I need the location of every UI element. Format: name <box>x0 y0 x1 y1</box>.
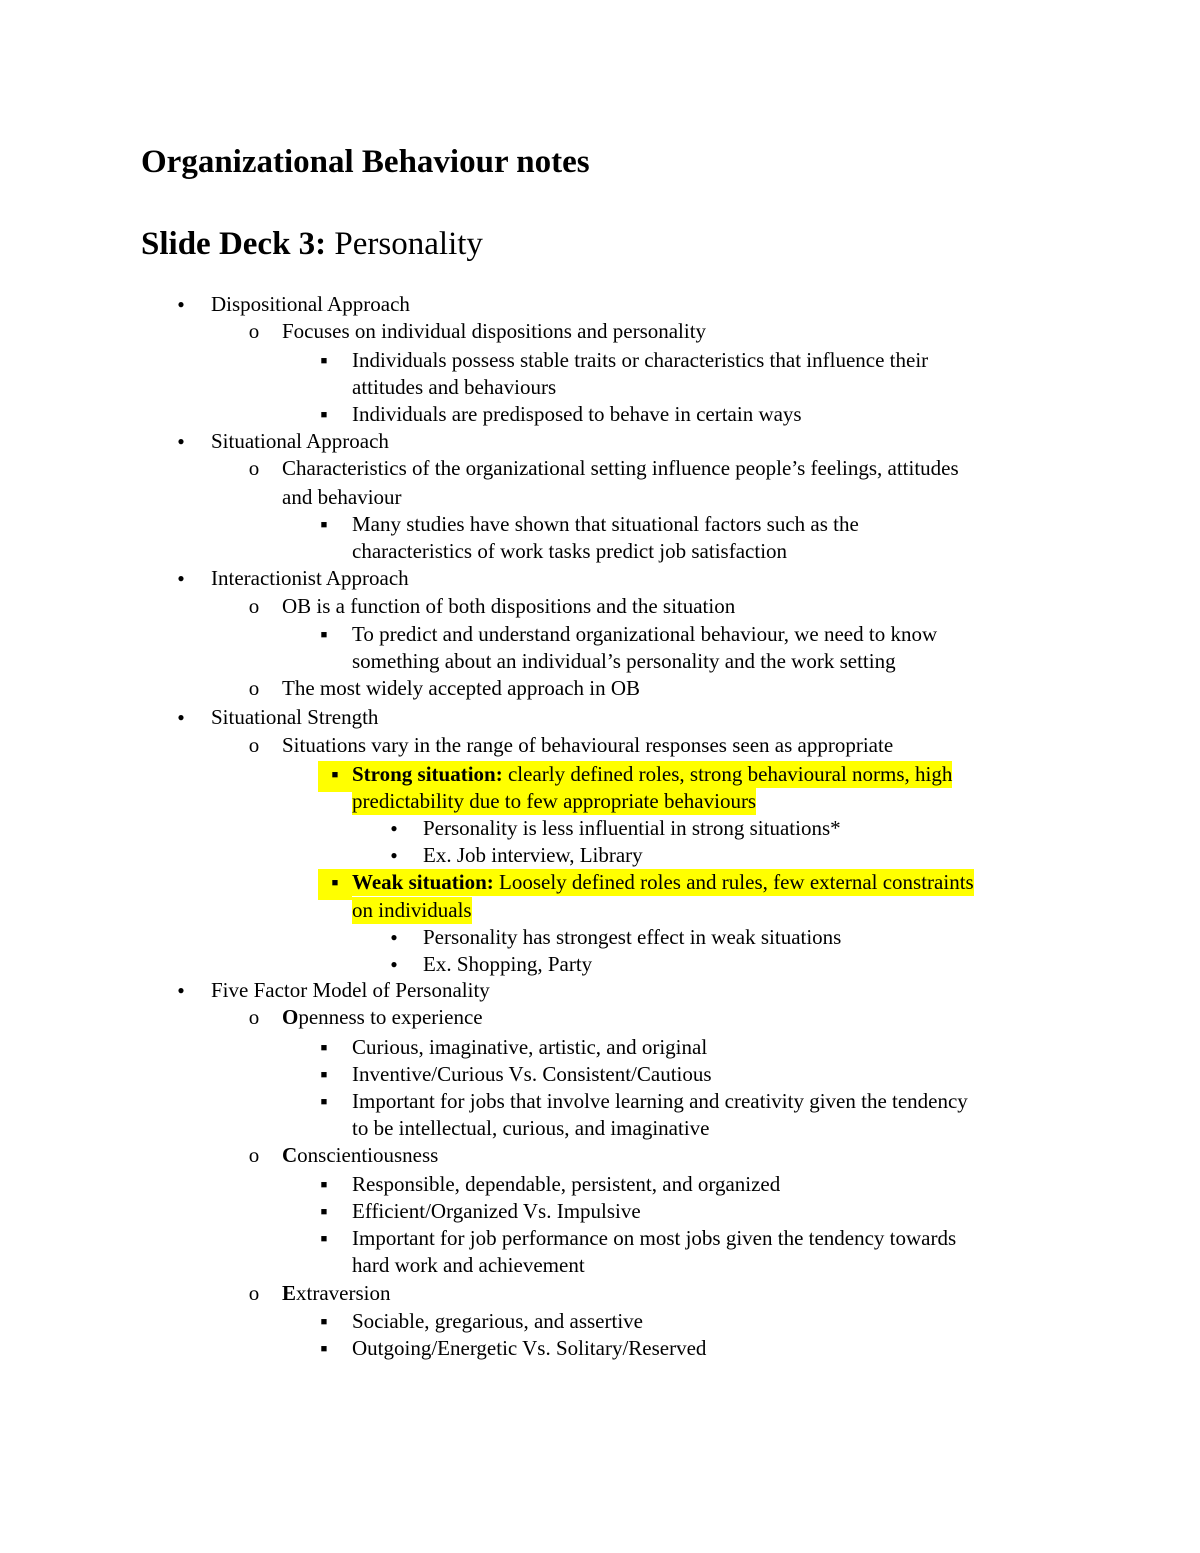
square-bullet-icon <box>314 511 334 542</box>
list-item: Efficient/Organized Vs. Impulsive <box>352 1199 641 1223</box>
list-item: Personality is less influential in strong situations* <box>423 816 841 840</box>
bullet-icon <box>384 842 404 872</box>
list-item: Situational Strength <box>211 705 379 729</box>
list-item: Many studies have shown that situational factors such as the <box>352 512 859 536</box>
term-label: Weak situation: <box>352 870 494 894</box>
document-title: Organizational Behaviour notes <box>141 144 590 180</box>
list-item: Sociable, gregarious, and assertive <box>352 1309 643 1333</box>
list-item: Important for jobs that involve learning and creativity given the tendency <box>352 1089 968 1113</box>
list-item: Characteristics of the organizational setting influence people’s feelings, attitudes <box>282 456 959 480</box>
list-item: Individuals possess stable traits or characteristics that influence their <box>352 348 929 372</box>
list-item: Situational Approach <box>211 429 389 453</box>
list-item-continued: something about an individual’s personality and the work setting <box>352 649 896 673</box>
bullet-icon <box>171 704 191 734</box>
list-item: Curious, imaginative, artistic, and original <box>352 1035 708 1059</box>
circle-bullet-icon <box>244 1280 264 1307</box>
square-bullet-icon <box>314 1088 334 1119</box>
highlighted-list-item: Strong situation: clearly defined roles, strong behavioural norms, high <box>352 762 953 786</box>
square-bullet-icon <box>318 869 352 900</box>
list-item: The most widely accepted approach in OB <box>282 676 641 700</box>
list-item-continued: characteristics of work tasks predict job satisfaction <box>352 539 788 563</box>
list-item-continued: hard work and achievement <box>352 1253 585 1277</box>
square-bullet-icon <box>314 347 334 378</box>
list-item-continued: to be intellectual, curious, and imaginative <box>352 1116 710 1140</box>
highlighted-list-item: Weak situation: Loosely defined roles and rules, few external constraints <box>352 870 974 894</box>
list-item: Important for job performance on most jobs given the tendency towards <box>352 1226 957 1250</box>
square-bullet-icon <box>314 1335 334 1366</box>
highlighted-list-item-continued: predictability due to few appropriate behaviours <box>352 789 757 813</box>
circle-bullet-icon <box>244 1142 264 1169</box>
highlighted-list-item-continued: on individuals <box>352 898 472 922</box>
circle-bullet-icon <box>244 675 264 702</box>
square-bullet-icon <box>314 621 334 652</box>
bullet-icon <box>171 565 191 595</box>
section-heading <box>141 223 483 265</box>
list-item: Conscientiousness <box>282 1143 439 1167</box>
section-topic: Personality <box>334 226 483 262</box>
list-item: Interactionist Approach <box>211 566 409 590</box>
bullet-icon <box>171 291 191 321</box>
list-item: Focuses on individual dispositions and personality <box>282 319 707 343</box>
circle-bullet-icon <box>244 732 264 759</box>
list-item: Five Factor Model of Personality <box>211 978 490 1002</box>
list-item: Ex. Shopping, Party <box>423 952 593 976</box>
section-label: Slide Deck 3: <box>141 226 327 262</box>
list-item: Individuals are predisposed to behave in certain ways <box>352 402 802 426</box>
circle-bullet-icon <box>244 1004 264 1031</box>
square-bullet-icon <box>318 761 352 792</box>
list-item: Personality has strongest effect in weak situations <box>423 925 842 949</box>
list-item: OB is a function of both dispositions and the situation <box>282 594 736 618</box>
term-label: Strong situation: <box>352 762 503 786</box>
square-bullet-icon <box>314 1225 334 1256</box>
list-item: Dispositional Approach <box>211 292 410 316</box>
bullet-icon <box>384 924 404 954</box>
list-item: Outgoing/Energetic Vs. Solitary/Reserved <box>352 1336 707 1360</box>
circle-bullet-icon <box>244 318 264 345</box>
bullet-icon <box>171 428 191 458</box>
bullet-icon <box>384 815 404 845</box>
list-item: Ex. Job interview, Library <box>423 843 643 867</box>
list-item: Openness to experience <box>282 1005 483 1029</box>
circle-bullet-icon <box>244 593 264 620</box>
list-item: Situations vary in the range of behavioural responses seen as appropriate <box>282 733 894 757</box>
list-item-continued: attitudes and behaviours <box>352 375 557 399</box>
circle-bullet-icon <box>244 455 264 482</box>
list-item: To predict and understand organizational behaviour, we need to know <box>352 622 938 646</box>
bullet-icon <box>171 977 191 1007</box>
list-item: Inventive/Curious Vs. Consistent/Cautious <box>352 1062 712 1086</box>
list-item-continued: and behaviour <box>282 485 402 509</box>
list-item: Responsible, dependable, persistent, and organized <box>352 1172 781 1196</box>
list-item: Extraversion <box>282 1281 391 1305</box>
